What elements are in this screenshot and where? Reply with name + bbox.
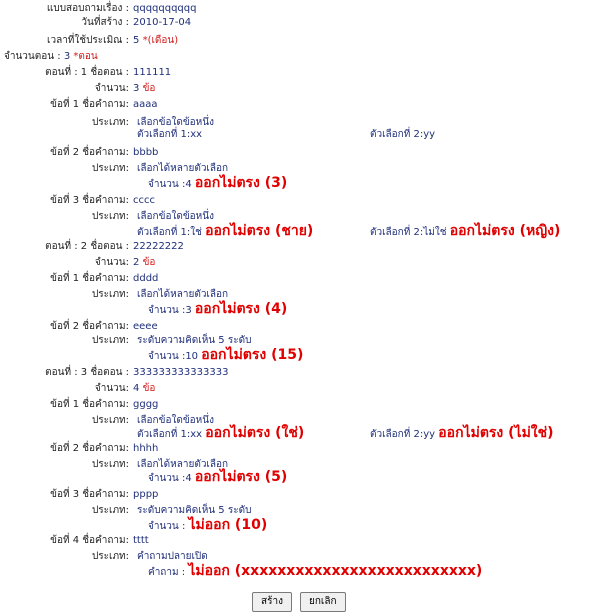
question-name: cccc: [133, 195, 155, 206]
question-name: gggg: [133, 399, 159, 410]
amount-value: 4: [185, 473, 192, 484]
section-name: 22222222: [133, 241, 184, 252]
question-type-value: เลือกได้หลายตัวเลือก: [137, 289, 229, 300]
question-type-label: ประเภท:: [91, 505, 129, 516]
date-label: วันที่สร้าง :: [81, 17, 129, 28]
amount-label: จำนวน :: [148, 179, 186, 190]
option-value: ใช่: [190, 227, 202, 238]
option-value: xx: [190, 429, 203, 440]
question-label: ข้อที่ 4 ชื่อคำถาม:: [50, 535, 129, 546]
episodes-row: [4, 50, 98, 64]
option-2: [370, 426, 554, 442]
question-type-value: ระดับความคิดเห็น 5 ระดับ: [137, 335, 252, 346]
time-row: [133, 34, 178, 48]
amount-label: จำนวน :: [148, 473, 186, 484]
section-count: [133, 256, 155, 270]
amount-value: 3: [185, 305, 192, 316]
option-1: [137, 128, 202, 142]
create-button[interactable]: สร้าง: [252, 592, 292, 612]
section-name: 333333333333333: [133, 367, 229, 378]
section-count-value: 2: [133, 257, 140, 268]
amount-row: [148, 302, 287, 318]
annotation-note: ออกไม่ตรง (15): [201, 347, 304, 363]
episodes-label: จำนวนตอน :: [4, 51, 61, 62]
question-label: ข้อที่ 2 ชื่อคำถาม:: [50, 443, 129, 454]
question-text-label: คำถาม :: [148, 567, 186, 578]
section-count: [133, 382, 155, 396]
option-1: [137, 426, 304, 442]
question-type-label: ประเภท:: [91, 211, 129, 222]
question-name: hhhh: [133, 443, 159, 454]
episodes-unit: *ตอน: [73, 51, 98, 62]
cancel-button[interactable]: ยกเลิก: [300, 592, 346, 612]
option-value: yy: [423, 429, 436, 440]
section-label: ตอนที่ : 1 ชื่อตอน :: [45, 67, 129, 78]
question-type-value: เลือกข้อใดข้อหนึ่ง: [137, 211, 214, 222]
annotation-note: ออกไม่ตรง (4): [194, 301, 288, 317]
annotation-note: ออกไม่ตรง (ไม่ใช่): [438, 425, 554, 441]
annotation-note: ออกไม่ตรง (ชาย): [205, 223, 314, 239]
question-type-value: คำถามปลายเปิด: [137, 551, 208, 562]
option-value: yy: [423, 129, 436, 140]
question-label: ข้อที่ 3 ชื่อคำถาม:: [50, 195, 129, 206]
question-type-label: ประเภท:: [91, 335, 129, 346]
amount-value: 4: [185, 179, 192, 190]
section-label: ตอนที่ : 2 ชื่อตอน :: [45, 241, 129, 252]
annotation-note: ไม่ออก (10): [188, 517, 268, 533]
amount-value: 10: [185, 351, 199, 362]
option-1: [137, 224, 313, 240]
date-value: 2010-17-04: [133, 17, 192, 28]
option-label: ตัวเลือกที่ 2:: [370, 227, 424, 238]
amount-row: [148, 348, 303, 364]
annotation-note: ออกไม่ตรง (หญิง): [449, 223, 561, 239]
annotation-note: ออกไม่ตรง (5): [194, 469, 288, 485]
section-count-label: จำนวน:: [94, 83, 129, 94]
option-2: [370, 128, 435, 142]
option-label: ตัวเลือกที่ 2:: [370, 429, 424, 440]
question-type-label: ประเภท:: [91, 459, 129, 470]
question-type-value: ระดับความคิดเห็น 5 ระดับ: [137, 505, 252, 516]
question-type-label: ประเภท:: [91, 289, 129, 300]
option-label: ตัวเลือกที่ 2:: [370, 129, 424, 140]
question-type-value: เลือกข้อใดข้อหนึ่ง: [137, 415, 214, 426]
question-label: ข้อที่ 1 ชื่อคำถาม:: [50, 399, 129, 410]
option-2: [370, 224, 560, 240]
option-value: ไม่ใช่: [423, 227, 447, 238]
section-name: 111111: [133, 67, 172, 78]
question-type-label: ประเภท:: [91, 551, 129, 562]
question-text-row: [148, 564, 482, 580]
question-label: ข้อที่ 3 ชื่อคำถาม:: [50, 489, 129, 500]
annotation-note: ออกไม่ตรง (3): [194, 175, 288, 191]
question-type-value: เลือกได้หลายตัวเลือก: [137, 163, 229, 174]
question-name: aaaa: [133, 99, 158, 110]
section-count-label: จำนวน:: [94, 257, 129, 268]
section-count-unit: ข้อ: [142, 383, 156, 394]
question-name: pppp: [133, 489, 159, 500]
section-label: ตอนที่ : 3 ชื่อตอน :: [45, 367, 129, 378]
question-type-value: เลือกได้หลายตัวเลือก: [137, 459, 229, 470]
question-label: ข้อที่ 2 ชื่อคำถาม:: [50, 321, 129, 332]
option-label: ตัวเลือกที่ 1:: [137, 129, 191, 140]
question-name: tttt: [133, 535, 149, 546]
amount-label: จำนวน :: [148, 351, 186, 362]
annotation-note: ไม่ออก (xxxxxxxxxxxxxxxxxxxxxxxxxx): [188, 563, 483, 579]
time-unit: *(เดือน): [142, 35, 179, 46]
option-label: ตัวเลือกที่ 1:: [137, 227, 191, 238]
section-count: [133, 82, 155, 96]
question-type-label: ประเภท:: [91, 415, 129, 426]
amount-label: จำนวน :: [148, 521, 186, 532]
time-label: เวลาที่ใช้ประเมิณ :: [47, 35, 129, 46]
question-label: ข้อที่ 1 ชื่อคำถาม:: [50, 273, 129, 284]
amount-row: [148, 176, 287, 192]
question-type-label: ประเภท:: [91, 163, 129, 174]
question-name: bbbb: [133, 147, 159, 158]
title-value: qqqqqqqqqq: [133, 3, 197, 14]
option-label: ตัวเลือกที่ 1:: [137, 429, 191, 440]
title-label: แบบสอบถามเรื่อง :: [46, 3, 129, 14]
section-count-value: 4: [133, 383, 140, 394]
question-type-value: เลือกข้อใดข้อหนึ่ง: [137, 117, 214, 128]
question-type-label: ประเภท:: [91, 117, 129, 128]
amount-label: จำนวน :: [148, 305, 186, 316]
section-count-label: จำนวน:: [94, 383, 129, 394]
section-count-value: 3: [133, 83, 140, 94]
section-count-unit: ข้อ: [142, 83, 156, 94]
section-count-unit: ข้อ: [142, 257, 156, 268]
annotation-note: ออกไม่ตรง (ใช่): [205, 425, 305, 441]
time-value: 5: [133, 35, 140, 46]
question-label: ข้อที่ 2 ชื่อคำถาม:: [50, 147, 129, 158]
option-value: xx: [190, 129, 203, 140]
question-name: eeee: [133, 321, 158, 332]
amount-row: [148, 518, 267, 534]
amount-row: [148, 470, 287, 486]
episodes-value: 3: [63, 51, 71, 62]
question-name: dddd: [133, 273, 159, 284]
question-label: ข้อที่ 1 ชื่อคำถาม:: [50, 99, 129, 110]
